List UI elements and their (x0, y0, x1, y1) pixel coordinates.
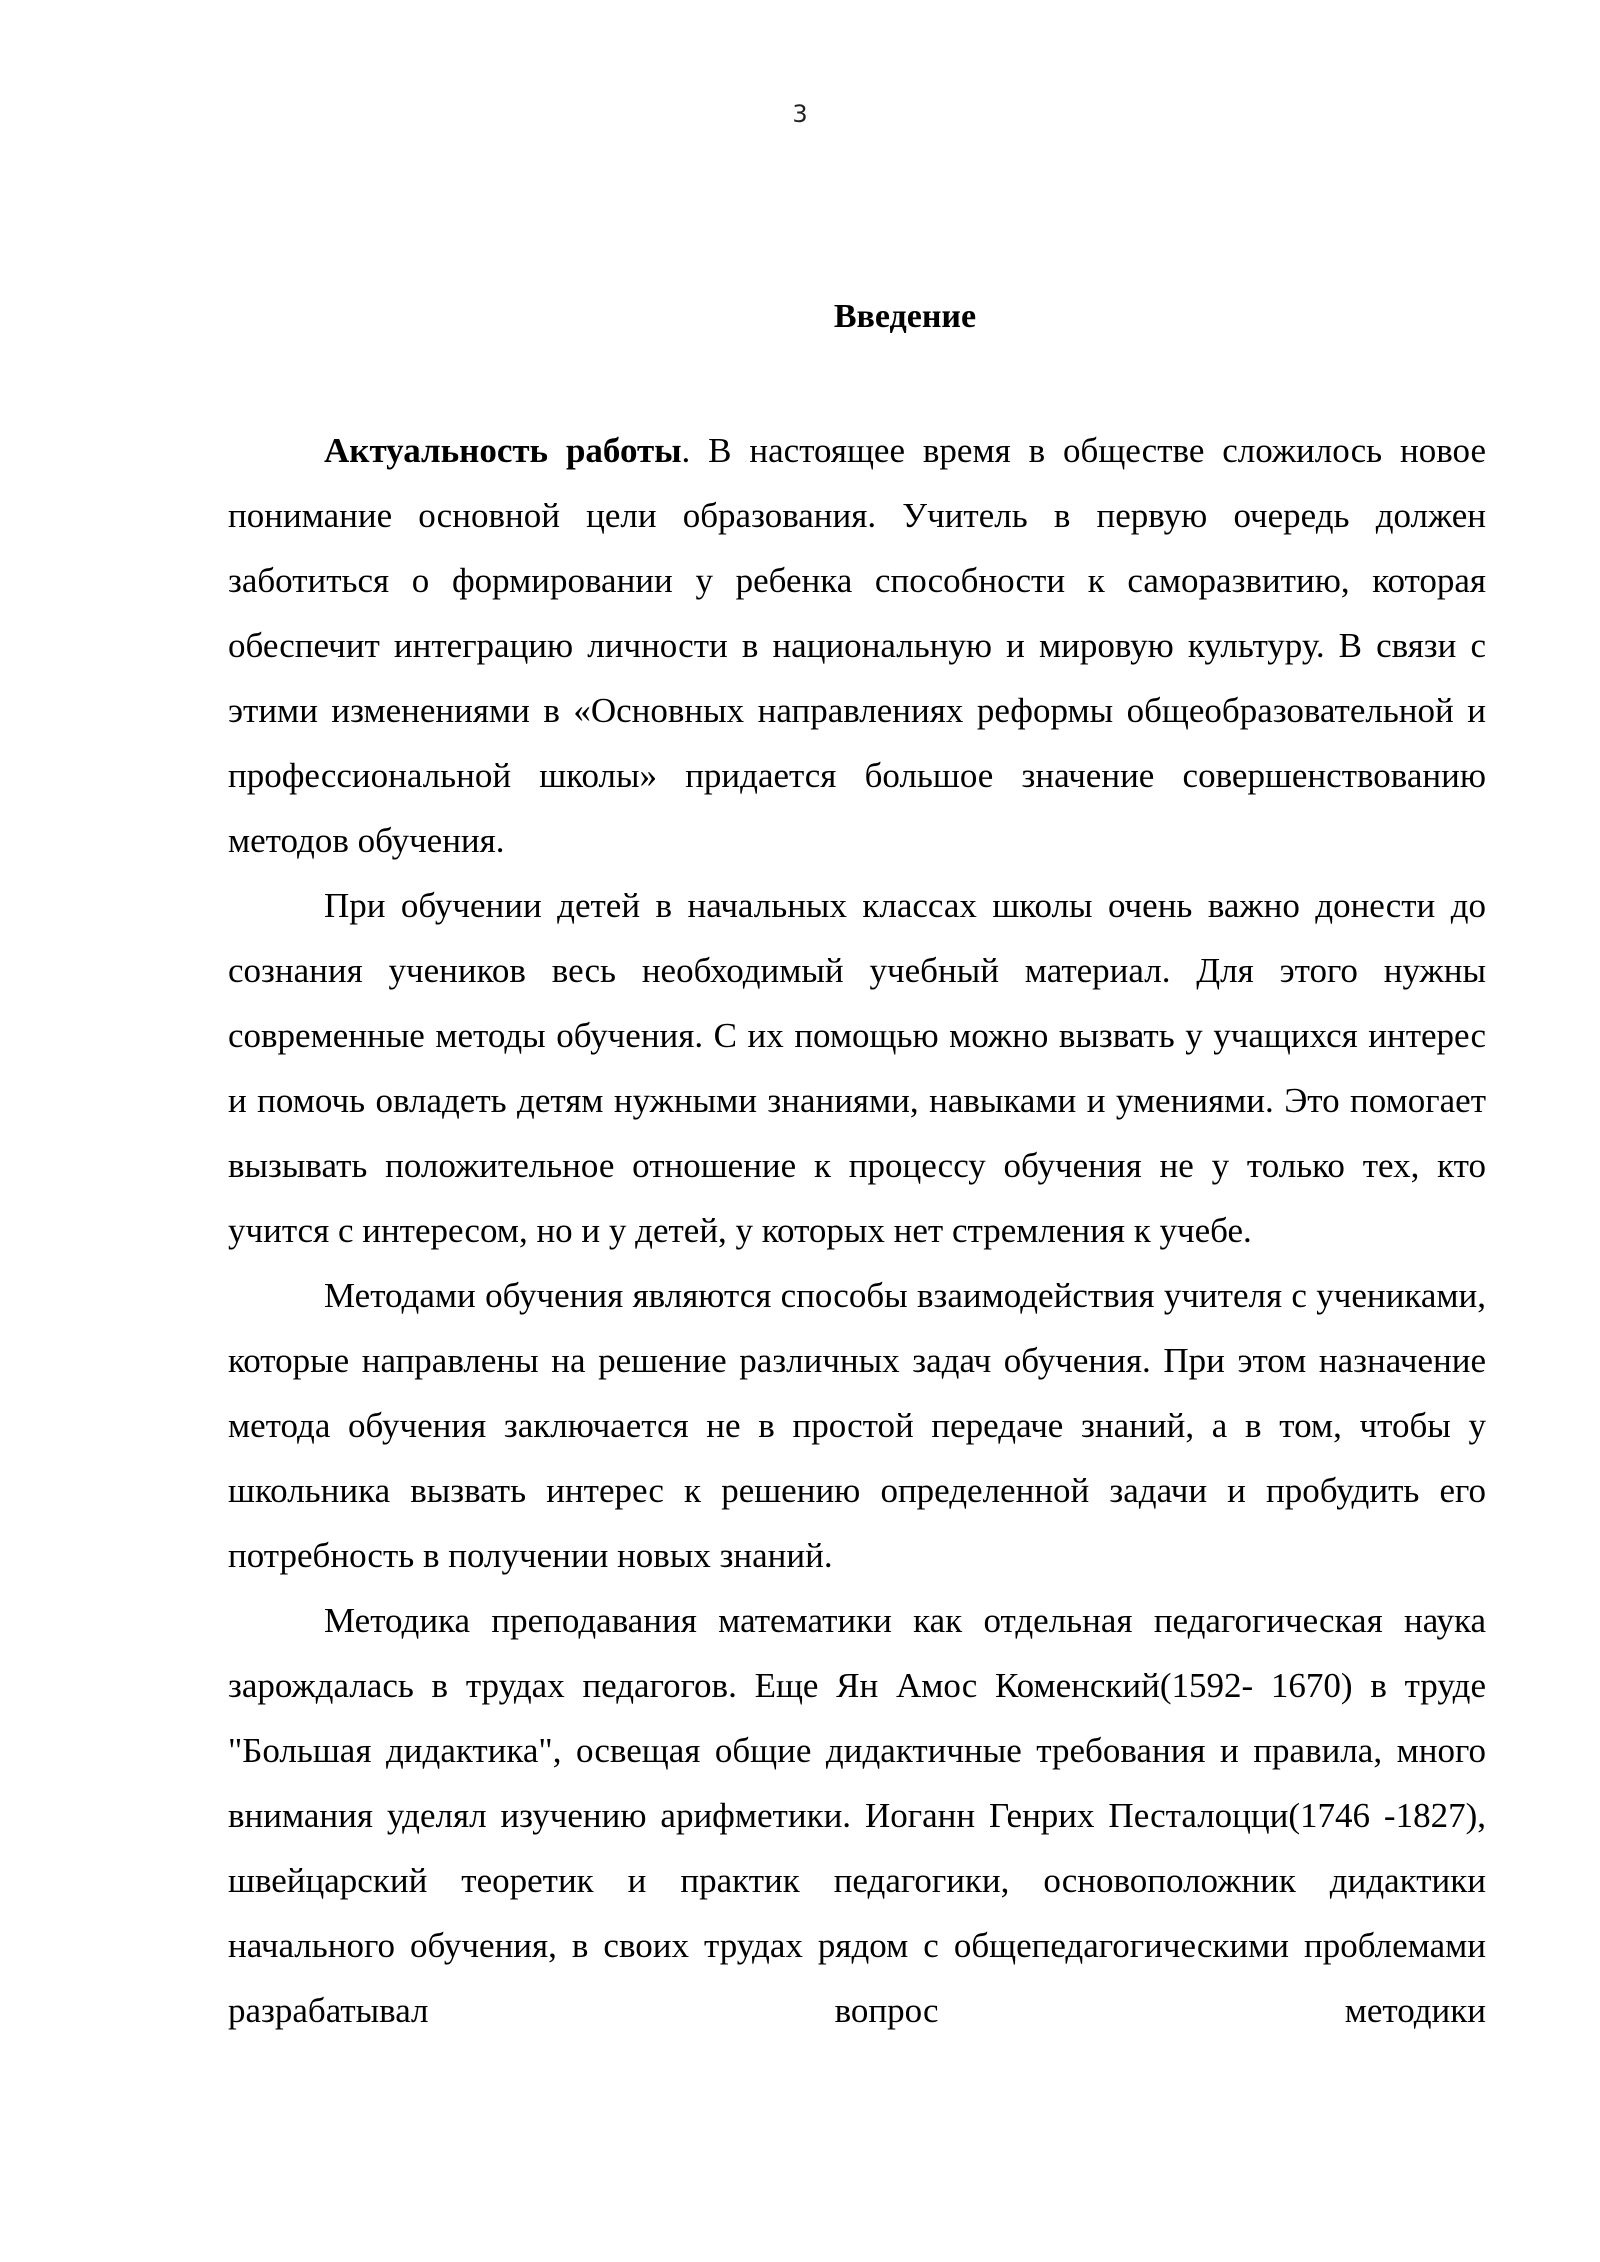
page-number: 3 (792, 100, 808, 128)
paragraph-relevance (228, 418, 1486, 873)
paragraph-lead: Актуальность работы (324, 431, 682, 470)
paragraph-teaching: При обучении детей в начальных классах школы очень важно донести до сознания учеников весь необходимый учебный материал. Для этого нужны современные методы обучения. С их помощью можно вызвать у учащихся интерес и помочь овладеть детям нужными знаниями, навыками и умениями. Это помогает вызывать положительное отношение к процессу обучения не у только тех, кто учится с интересом, но и у детей, у которых нет стремления к учебе. (228, 886, 1486, 1250)
body-text (228, 418, 1486, 2043)
paragraph-history: Методика преподавания математики как отдельная педагогическая наука зарождалась в трудах педагогов. Еще Ян Амос Коменский(1592- 1670) в труде "Большая дидактика", освещая общие дидактичные требования и правила, много внимания уделял изучению арифметики. Иоганн Генрих Песталоцци(1746 -1827), швейцарский теоретик и практик педагогики, основоположник дидактики начального обучения, в своих трудах рядом с общепедагогическими проблемами разрабатывал вопрос методики (228, 1601, 1486, 2030)
paragraph-text: . В настоящее время в обществе сложилось новое понимание основной цели образования. Учитель в первую очередь должен заботиться о формировании у ребенка способности к саморазвитию, которая обеспечит интеграцию личности в национальную и мировую культуру. В связи с этими изменениями в «Основных направлениях реформы общеобразовательной и профессиональной школы» придается большое значение совершенствованию методов обучения. (228, 431, 1486, 860)
section-heading: Введение (833, 298, 977, 335)
paragraph-methods: Методами обучения являются способы взаимодействия учителя с учениками, которые направлены на решение различных задач обучения. При этом назначение метода обучения заключается не в простой передаче знаний, а в том, чтобы у школьника вызвать интерес к решению определенной задачи и пробудить его потребность в получении новых знаний. (228, 1276, 1486, 1575)
